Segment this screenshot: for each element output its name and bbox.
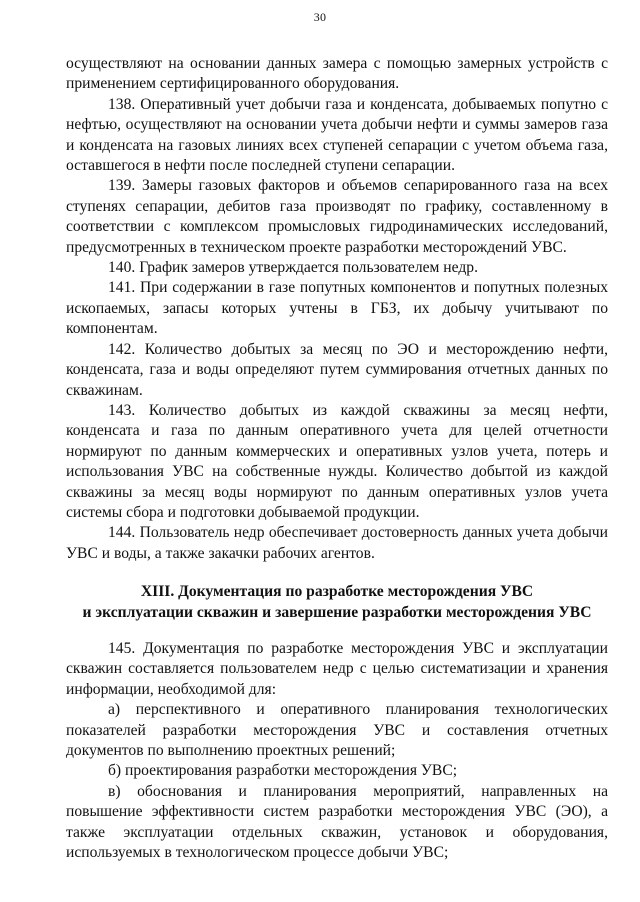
paragraph-143: 143. Количество добытых из каждой скважины за месяц нефти, конденсата и газа по данным оперативного учета для целей отчетности нормируют по данным коммерческих и оперативных узлов учета, потерь и использования УВС на собственные нужды. Количество добытой из каждой скважины за месяц воды нормируют по данным оперативных узлов учета системы сбора и подготовки добываемой продукции. — [66, 401, 608, 521]
paragraph-144: 144. Пользователь недр обеспечивает достоверность данных учета добычи УВС и воды, а также закачки рабочих агентов. — [66, 524, 608, 562]
section-heading-line-2: и эксплуатации скважин и завершение разработки месторождения УВС — [82, 603, 592, 621]
paragraph-145-item-a: а) перспективного и оперативного планирования технологических показателей разработки месторождения УВС и составления отчетных документов по выполнению проектных решений; — [66, 701, 608, 759]
paragraph-139: 139. Замеры газовых факторов и объемов сепарированного газа на всех ступенях сепарации, дебитов газа производят по графику, составленному в соответствии с комплексом промысловых гидродинамических исследований, предусмотренных в техническом проекте разработки месторождений УВС. — [66, 177, 608, 256]
paragraph-145-item-b: б) проектирования разработки месторождения УВС; — [108, 762, 458, 780]
page-number: 30 — [313, 10, 327, 24]
paragraph-140: 140. График замеров утверждается пользователем недр. — [108, 259, 479, 277]
paragraph-138: 138. Оперативный учет добычи газа и конденсата, добываемых попутно с нефтью, осуществляют на основании учета добычи нефти и суммы замеров газа и конденсата на газовых линиях всех ступеней сепарации с учетом объема газа, оставшегося в нефти после последней ступени сепарации. — [66, 95, 608, 175]
paragraph-142: 142. Количество добытых за месяц по ЭО и месторождению нефти, конденсата, газа и воды определяют путем суммирования отчетных данных по скважинам. — [66, 340, 608, 399]
paragraph-145: 145. Документация по разработке месторождения УВС и эксплуатации скважин составляется пользователем недр с целью систематизации и хранения информации, необходимой для: — [66, 639, 608, 698]
paragraph-continuation: осуществляют на основании данных замера с помощью замерных устройств с применением сертифицированного оборудования. — [66, 55, 608, 93]
section-heading-line-1: XIII. Документация по разработке месторождения УВС — [140, 583, 534, 601]
document-body — [66, 54, 608, 863]
section-heading — [66, 582, 608, 623]
paragraph-145-item-v: в) обоснования и планирования мероприятий, направленных на повышение эффективности систем разработки месторождения УВС (ЭО), а также эксплуатации отдельных скважин, установок и оборудования, используемых в технологическом процессе добычи УВС; — [66, 782, 608, 862]
paragraph-141: 141. При содержании в газе попутных компонентов и попутных полезных ископаемых, запасы которых учтены в ГБЗ, их добычу учитывают по компонентам. — [66, 279, 608, 338]
